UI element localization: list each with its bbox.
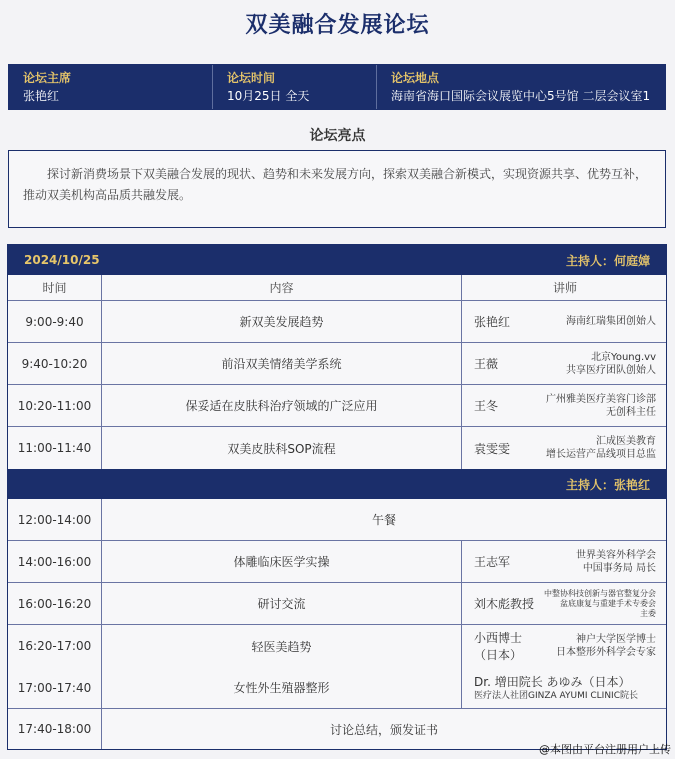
row-time: 9:40-10:20 [8,343,102,384]
info-value: 张艳红 [23,89,60,103]
row-time: 11:00-11:40 [8,427,102,469]
header-time: 时间 [8,275,102,300]
table-row [8,583,666,625]
speaker-name: 王冬 [474,399,499,413]
row-content: 女性外生殖器整形 [102,667,462,708]
row-content: 讨论总结，颁发证书 [329,722,438,737]
row-speaker [462,667,666,708]
row-time: 16:20-17:00 [8,625,102,667]
watermark: @本图由平台注册用户上传 [539,743,671,756]
row-content: 保妥适在皮肤科治疗领域的广泛应用 [102,385,462,426]
row-time: 9:00-9:40 [8,301,102,342]
row-content: 午餐 [371,513,396,527]
page-title: 双美融合发展论坛 [245,13,430,38]
table-header [8,275,666,301]
speaker-title: 海南红瑞集团创始人 [566,316,656,327]
host-label: 主持人：张艳红 [565,477,650,492]
speaker-title: 世界美容外科学会 中国事务局 局长 [576,549,656,574]
info-chair [9,65,213,109]
table-row [8,301,666,343]
row-content: 体雕临床医学实操 [102,541,462,582]
row-speaker [462,427,666,469]
row-speaker [462,541,666,582]
table-row-wide [8,667,666,709]
speaker-title: 汇成医美教育 增长运营产品线项目总监 [546,436,656,460]
table-row [8,343,666,385]
speaker-name: Dr. 增田院长 あゆみ（日本） [474,674,631,689]
row-time: 12:00-14:00 [8,499,102,540]
row-speaker [462,343,666,384]
row-speaker [462,583,666,624]
row-time: 17:00-17:40 [8,667,102,708]
speaker-name: 张艳红 [474,315,511,329]
speaker-name: 刘木彪教授 [474,597,535,611]
info-time [213,65,377,109]
row-content: 双美皮肤科SOP流程 [102,427,462,469]
schedule-band-1 [8,245,666,275]
highlights-title: 论坛亮点 [309,128,366,144]
info-bar [8,64,666,110]
row-time: 17:40-18:00 [8,709,102,749]
row-content: 前沿双美情绪美学系统 [102,343,462,384]
header-content: 内容 [102,275,462,300]
row-speaker [462,301,666,342]
info-value: 海南省海口国际会议展览中心5号馆 二层会议室1 [391,89,651,103]
info-label: 论坛地点 [391,71,440,85]
speaker-title: 医疗法人社团GINZA AYUMI CLINIC院长 [474,690,638,701]
speaker-title: 广州雅美医疗美容门诊部 无创科主任 [546,393,656,418]
speaker-name: 王志军 [474,555,511,569]
speaker-name: 小西博士 （日本） [474,631,523,662]
row-time: 10:20-11:00 [8,385,102,426]
speaker-title: 北京Young.vv 共享医疗团队创始人 [566,351,656,376]
speaker-title: 中整协科技创新与器官整复分会 盆底康复与重建手术专委会 主委 [544,588,656,618]
row-speaker [462,625,666,667]
schedule-table [7,244,667,750]
row-time: 16:00-16:20 [8,583,102,624]
speaker-name: 王薇 [474,357,499,371]
header-speaker: 讲师 [552,281,577,295]
table-row-lunch [8,499,666,541]
speaker-title: 神户大学医学博士 日本整形外科学会专家 [556,634,656,658]
row-content: 新双美发展趋势 [102,301,462,342]
info-label: 论坛主席 [23,71,72,85]
highlights-text: 探讨新消费场景下双美融合发展的现状、趋势和未来发展方向，探索双美融合新模式，实现资源共享、优势互补，推动双美机构高品质共融发展。 [8,150,666,228]
row-time: 14:00-16:00 [8,541,102,582]
info-label: 论坛时间 [227,71,276,85]
host-label: 主持人：何庭嫜 [565,253,650,268]
row-speaker [462,385,666,426]
info-venue [377,65,665,109]
row-content: 轻医美趋势 [102,625,462,667]
speaker-name: 袁雯雯 [474,441,511,456]
table-row [8,427,666,469]
info-value: 10月25日 全天 [227,89,310,103]
table-row [8,625,666,667]
schedule-date: 2024/10/25 [24,253,100,267]
schedule-band-2 [8,469,666,499]
row-content: 研讨交流 [102,583,462,624]
table-row [8,385,666,427]
table-row [8,541,666,583]
